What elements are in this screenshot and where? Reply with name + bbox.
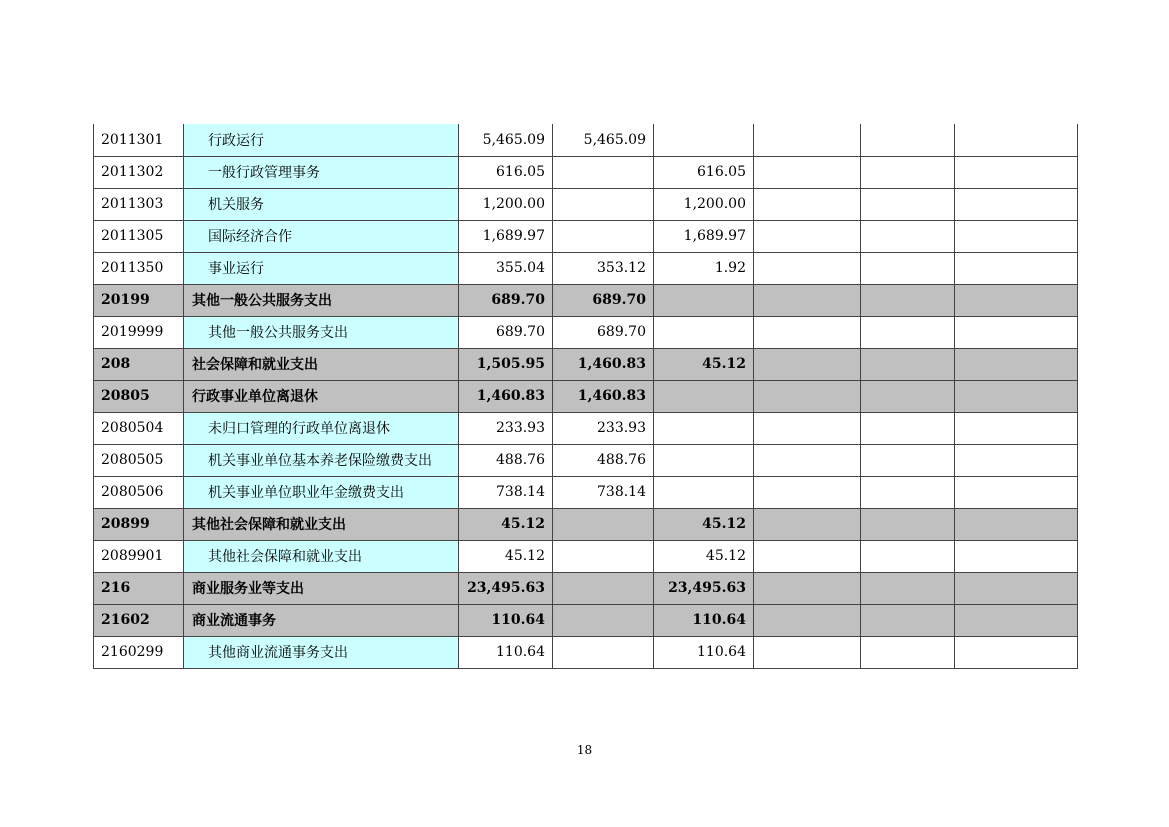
project-expenditure-cell [654,124,754,156]
empty-column-cell [955,572,1078,604]
item-code-cell: 2011301 [94,124,184,156]
empty-column-cell [754,348,861,380]
category-subtotal-row [94,508,1078,540]
table-row [94,252,1078,284]
basic-expenditure-cell [553,188,654,220]
empty-column-cell [861,444,955,476]
item-code-cell: 2011302 [94,156,184,188]
item-name-cell: 一般行政管理事务 [184,156,459,188]
total-amount-cell: 45.12 [459,540,553,572]
empty-column-cell [861,540,955,572]
table-row [94,188,1078,220]
basic-expenditure-cell: 689.70 [553,284,654,316]
item-code-cell: 208 [94,348,184,380]
empty-column-cell [754,380,861,412]
category-subtotal-row [94,572,1078,604]
empty-column-cell [861,156,955,188]
empty-column-cell [955,316,1078,348]
empty-column-cell [754,156,861,188]
empty-column-cell [754,124,861,156]
empty-column-cell [754,476,861,508]
item-code-cell: 2160299 [94,636,184,668]
total-amount-cell: 110.64 [459,604,553,636]
item-code-cell: 2080504 [94,412,184,444]
empty-column-cell [861,380,955,412]
basic-expenditure-cell [553,156,654,188]
basic-expenditure-cell: 738.14 [553,476,654,508]
total-amount-cell: 233.93 [459,412,553,444]
item-code-cell: 21602 [94,604,184,636]
total-amount-cell: 1,460.83 [459,380,553,412]
empty-column-cell [955,604,1078,636]
project-expenditure-cell: 45.12 [654,508,754,540]
project-expenditure-cell: 616.05 [654,156,754,188]
project-expenditure-cell [654,316,754,348]
basic-expenditure-cell: 233.93 [553,412,654,444]
project-expenditure-cell: 1.92 [654,252,754,284]
table-row [94,636,1078,668]
project-expenditure-cell: 45.12 [654,540,754,572]
empty-column-cell [955,124,1078,156]
table-row [94,444,1078,476]
basic-expenditure-cell: 488.76 [553,444,654,476]
total-amount-cell: 689.70 [459,284,553,316]
item-code-cell: 2011350 [94,252,184,284]
total-amount-cell: 689.70 [459,316,553,348]
category-subtotal-row [94,284,1078,316]
item-code-cell: 2080505 [94,444,184,476]
project-expenditure-cell [654,476,754,508]
empty-column-cell [754,636,861,668]
empty-column-cell [754,508,861,540]
empty-column-cell [754,316,861,348]
table-row [94,316,1078,348]
empty-column-cell [861,316,955,348]
basic-expenditure-cell [553,636,654,668]
basic-expenditure-cell [553,540,654,572]
empty-column-cell [861,572,955,604]
basic-expenditure-cell: 689.70 [553,316,654,348]
item-code-cell: 20805 [94,380,184,412]
item-name-cell: 其他一般公共服务支出 [184,316,459,348]
table-row [94,476,1078,508]
project-expenditure-cell [654,284,754,316]
item-name-cell: 其他一般公共服务支出 [184,284,459,316]
empty-column-cell [861,412,955,444]
total-amount-cell: 1,505.95 [459,348,553,380]
empty-column-cell [861,124,955,156]
total-amount-cell: 616.05 [459,156,553,188]
project-expenditure-cell [654,444,754,476]
item-code-cell: 2019999 [94,316,184,348]
item-code-cell: 2011305 [94,220,184,252]
empty-column-cell [861,220,955,252]
total-amount-cell: 1,689.97 [459,220,553,252]
item-name-cell: 机关事业单位基本养老保险缴费支出 [184,444,459,476]
basic-expenditure-cell: 1,460.83 [553,348,654,380]
empty-column-cell [754,284,861,316]
project-expenditure-cell [654,380,754,412]
empty-column-cell [955,508,1078,540]
empty-column-cell [861,188,955,220]
empty-column-cell [955,412,1078,444]
item-code-cell: 20199 [94,284,184,316]
basic-expenditure-cell [553,604,654,636]
item-name-cell: 其他商业流通事务支出 [184,636,459,668]
empty-column-cell [955,284,1078,316]
empty-column-cell [955,348,1078,380]
total-amount-cell: 355.04 [459,252,553,284]
total-amount-cell: 488.76 [459,444,553,476]
basic-expenditure-cell [553,572,654,604]
item-name-cell: 行政运行 [184,124,459,156]
item-name-cell: 行政事业单位离退休 [184,380,459,412]
item-code-cell: 2011303 [94,188,184,220]
empty-column-cell [955,476,1078,508]
empty-column-cell [955,636,1078,668]
table-body [94,124,1078,668]
total-amount-cell: 110.64 [459,636,553,668]
empty-column-cell [754,572,861,604]
empty-column-cell [861,508,955,540]
total-amount-cell: 738.14 [459,476,553,508]
empty-column-cell [861,348,955,380]
total-amount-cell: 23,495.63 [459,572,553,604]
project-expenditure-cell: 1,689.97 [654,220,754,252]
empty-column-cell [955,444,1078,476]
total-amount-cell: 5,465.09 [459,124,553,156]
empty-column-cell [754,444,861,476]
table-row [94,124,1078,156]
empty-column-cell [754,604,861,636]
item-code-cell: 2080506 [94,476,184,508]
basic-expenditure-cell: 353.12 [553,252,654,284]
table-row [94,412,1078,444]
project-expenditure-cell: 110.64 [654,604,754,636]
table-row [94,540,1078,572]
total-amount-cell: 1,200.00 [459,188,553,220]
empty-column-cell [861,476,955,508]
empty-column-cell [754,188,861,220]
item-name-cell: 机关服务 [184,188,459,220]
item-name-cell: 机关事业单位职业年金缴费支出 [184,476,459,508]
project-expenditure-cell: 23,495.63 [654,572,754,604]
project-expenditure-cell: 110.64 [654,636,754,668]
item-name-cell: 社会保障和就业支出 [184,348,459,380]
item-name-cell: 其他社会保障和就业支出 [184,540,459,572]
empty-column-cell [955,540,1078,572]
item-code-cell: 2089901 [94,540,184,572]
item-name-cell: 国际经济合作 [184,220,459,252]
page-number: 18 [576,743,593,757]
empty-column-cell [861,636,955,668]
item-name-cell: 事业运行 [184,252,459,284]
total-amount-cell: 45.12 [459,508,553,540]
empty-column-cell [955,156,1078,188]
table-row [94,156,1078,188]
empty-column-cell [754,252,861,284]
empty-column-cell [955,252,1078,284]
project-expenditure-cell: 45.12 [654,348,754,380]
empty-column-cell [754,412,861,444]
item-code-cell: 216 [94,572,184,604]
empty-column-cell [861,252,955,284]
expenditure-table [93,124,1078,669]
category-subtotal-row [94,604,1078,636]
empty-column-cell [955,220,1078,252]
item-name-cell: 商业服务业等支出 [184,572,459,604]
empty-column-cell [861,284,955,316]
item-name-cell: 未归口管理的行政单位离退休 [184,412,459,444]
empty-column-cell [955,188,1078,220]
basic-expenditure-cell [553,220,654,252]
empty-column-cell [955,380,1078,412]
project-expenditure-cell: 1,200.00 [654,188,754,220]
item-code-cell: 20899 [94,508,184,540]
basic-expenditure-cell [553,508,654,540]
basic-expenditure-cell: 1,460.83 [553,380,654,412]
category-subtotal-row [94,380,1078,412]
table-row [94,220,1078,252]
empty-column-cell [754,220,861,252]
item-name-cell: 其他社会保障和就业支出 [184,508,459,540]
category-subtotal-row [94,348,1078,380]
basic-expenditure-cell: 5,465.09 [553,124,654,156]
project-expenditure-cell [654,412,754,444]
empty-column-cell [861,604,955,636]
item-name-cell: 商业流通事务 [184,604,459,636]
empty-column-cell [754,540,861,572]
